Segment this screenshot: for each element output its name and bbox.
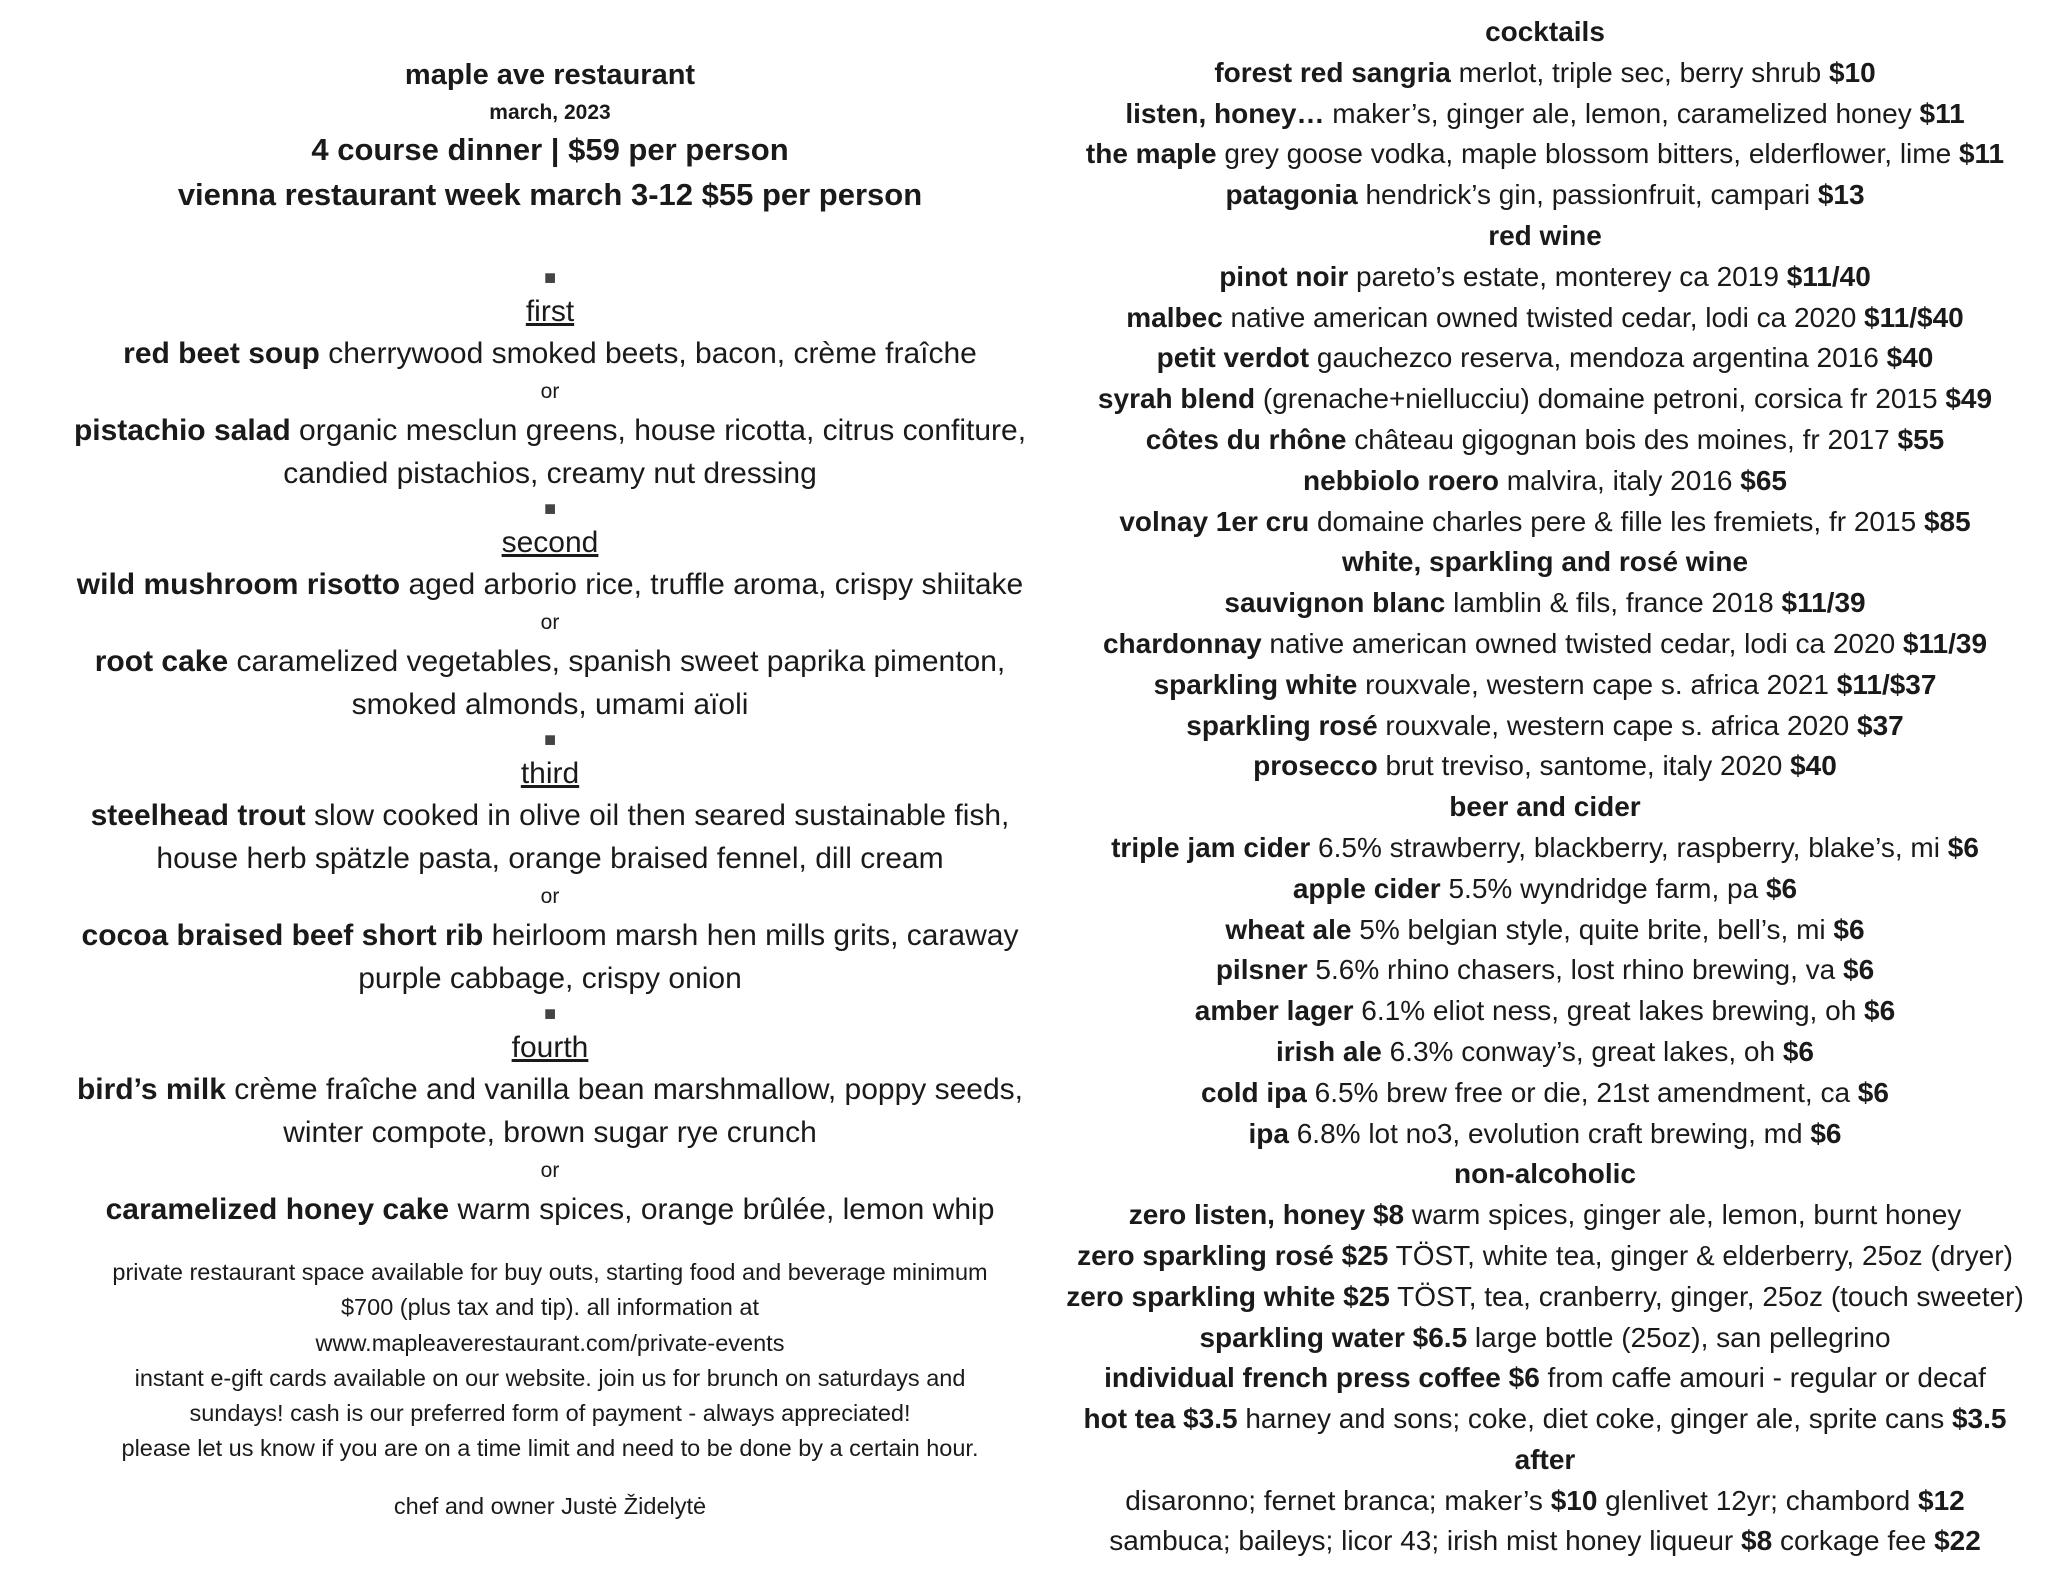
- drink-text: maker’s, ginger ale, lemon, caramelized honey: [1324, 97, 1920, 129]
- drink-text: 6.8% lot no3, evolution craft brewing, md: [1288, 1117, 1811, 1149]
- drink-item: [1050, 134, 2040, 175]
- drink-bold-text: amber lager: [1194, 995, 1354, 1027]
- dish-line: [60, 1068, 1040, 1111]
- drink-bold-text: hot tea $3.5: [1083, 1403, 1238, 1435]
- drink-bold-text: $12: [1918, 1484, 1965, 1516]
- drink-item: [1050, 94, 2040, 135]
- drink-item: [1050, 869, 2040, 910]
- or-separator: or: [540, 611, 560, 634]
- footer-line: www.mapleaverestaurant.com/private-events: [315, 1329, 785, 1356]
- drink-item: [1050, 950, 2040, 991]
- drink-text: (grenache+niellucciu) domaine petroni, corsica fr 2015: [1255, 383, 1946, 415]
- dish-name: pistachio salad: [73, 414, 291, 447]
- dish-description: candied pistachios, creamy nut dressing: [283, 457, 817, 490]
- drink-text: 5.6% rhino chasers, lost rhino brewing, va: [1307, 954, 1844, 986]
- drink-bold-text: $3.5: [1951, 1403, 2007, 1435]
- dish-description: purple cabbage, crispy onion: [358, 962, 742, 995]
- dish-line: [60, 563, 1040, 606]
- drink-bold-text: patagonia: [1225, 179, 1358, 211]
- drink-item: [1050, 1277, 2040, 1318]
- drink-text: gauchezco reserva, mendoza argentina 2016: [1309, 342, 1887, 374]
- drink-bold-text: sparkling rosé: [1186, 709, 1378, 741]
- dish-description: smoked almonds, umami aïoli: [351, 688, 749, 721]
- drink-bold-text: $40: [1886, 342, 1934, 374]
- course-heading: fourth: [511, 1031, 589, 1064]
- drink-text: warm spices, ginger ale, lemon, burnt honey: [1404, 1199, 1962, 1231]
- footer-line: private restaurant space available for buy outs, starting food and beverage minimum: [112, 1259, 988, 1285]
- drink-bold-text: ipa: [1248, 1117, 1289, 1149]
- drink-bold-text: $10: [1550, 1484, 1598, 1516]
- drink-text: from caffe amouri - regular or decaf: [1539, 1362, 1986, 1394]
- drink-bold-text: $11/$40: [1864, 301, 1964, 333]
- dish-description: organic mesclun greens, house ricotta, citrus confiture,: [290, 414, 1027, 447]
- footer-notes: [60, 1255, 1040, 1467]
- drink-bold-text: $11: [1958, 138, 2005, 170]
- drink-item: [1050, 1114, 2040, 1155]
- drink-item: [1050, 624, 2040, 665]
- restaurant-week-price: vienna restaurant week march 3-12 $55 per person: [177, 177, 923, 212]
- drink-bold-text: $6: [1765, 872, 1798, 904]
- dish-description: crème fraîche and vanilla bean marshmallow, poppy seeds,: [225, 1073, 1024, 1106]
- drink-item: [1050, 1073, 2040, 1114]
- drink-text: large bottle (25oz), san pellegrino: [1467, 1321, 1891, 1353]
- drink-item: [1050, 1481, 2040, 1522]
- course-list: [60, 264, 1040, 1231]
- drink-text: harney and sons; coke, diet coke, ginger ale, sprite cans: [1237, 1403, 1952, 1435]
- dish-description: heirloom marsh hen mills grits, caraway: [483, 919, 1019, 952]
- footer-line: instant e-gift cards available on our website. join us for brunch on saturdays and: [134, 1364, 966, 1391]
- dish-name: wild mushroom risotto: [76, 568, 401, 601]
- drink-text: 6.1% eliot ness, great lakes brewing, oh: [1353, 995, 1865, 1027]
- drink-item: [1050, 1399, 2040, 1440]
- drink-text: corkage fee: [1772, 1525, 1935, 1557]
- dish-line: [60, 794, 1040, 837]
- drink-bold-text: $13: [1817, 179, 1865, 211]
- drink-bold-text: $6: [1843, 954, 1875, 986]
- drink-bold-text: individual french press coffee $6: [1104, 1362, 1540, 1394]
- dish-line: [60, 683, 1040, 726]
- square-divider-icon: ■: [543, 729, 557, 751]
- drink-item: [1050, 706, 2040, 747]
- drink-text: château gigognan bois des moines, fr 2017: [1346, 423, 1898, 455]
- drink-bold-text: $6: [1833, 913, 1865, 945]
- dish-name: caramelized honey cake: [105, 1193, 450, 1226]
- drink-item: [1050, 1032, 2040, 1073]
- dish-line: [60, 640, 1040, 683]
- drink-bold-text: zero sparkling white $25: [1066, 1280, 1390, 1312]
- restaurant-name: maple ave restaurant: [404, 59, 696, 91]
- drink-bold-text: apple cider: [1292, 872, 1441, 904]
- drink-item: [1050, 53, 2040, 94]
- dish-description: house herb spätzle pasta, orange braised fennel, dill cream: [156, 842, 944, 875]
- drink-bold-text: $40: [1790, 750, 1837, 782]
- drink-item: [1050, 583, 2040, 624]
- drink-item: [1050, 1358, 2040, 1399]
- drink-item: [1050, 379, 2040, 420]
- drink-bold-text: sparkling white: [1153, 668, 1358, 700]
- dish-line: [60, 332, 1040, 375]
- drink-bold-text: $11/39: [1902, 627, 1988, 659]
- drink-bold-text: sparkling water $6.5: [1199, 1321, 1468, 1353]
- drink-bold-text: $85: [1923, 505, 1971, 537]
- drink-bold-text: petit verdot: [1156, 342, 1310, 374]
- drink-text: lamblin & fils, france 2018: [1445, 587, 1782, 619]
- drink-text: native american owned twisted cedar, lodi ca 2020: [1261, 627, 1903, 659]
- drink-text: TÖST, white tea, ginger & elderberry, 25oz (dryer): [1388, 1239, 2013, 1271]
- dish-line: [60, 1188, 1040, 1231]
- footer-line: please let us know if you are on a time limit and need to be done by a certain hour.: [121, 1435, 979, 1462]
- drink-bold-text: cold ipa: [1201, 1076, 1307, 1108]
- drink-bold-text: $6: [1864, 995, 1896, 1027]
- drink-item: [1050, 910, 2040, 951]
- menu-date: march, 2023: [489, 101, 611, 124]
- drink-bold-text: volnay 1er cru: [1119, 505, 1310, 537]
- drink-item: [1050, 991, 2040, 1032]
- dish-description: caramelized vegetables, spanish sweet paprika pimenton,: [228, 645, 1006, 678]
- drink-text: 6.5% strawberry, blackberry, raspberry, blake’s, mi: [1310, 831, 1948, 863]
- drink-text: 6.5% brew free or die, 21st amendment, ca: [1306, 1076, 1858, 1108]
- footer-line: sundays! cash is our preferred form of payment - always appreciated!: [189, 1400, 911, 1427]
- dish-line: [60, 837, 1040, 880]
- drink-item: [1050, 1236, 2040, 1277]
- drink-bold-text: $22: [1934, 1525, 1981, 1557]
- drink-bold-text: chardonnay: [1102, 627, 1262, 659]
- drink-bold-text: $10: [1828, 56, 1876, 88]
- dish-line: [60, 452, 1040, 495]
- dish-description: winter compote, brown sugar rye crunch: [283, 1116, 817, 1149]
- dish-description: aged arborio rice, truffle aroma, crispy shiitake: [400, 568, 1024, 601]
- drink-item: [1050, 298, 2040, 339]
- drink-text: disaronno; fernet branca; maker’s: [1125, 1484, 1551, 1516]
- course-heading: first: [525, 295, 575, 328]
- drink-bold-text: $49: [1945, 383, 1993, 415]
- drink-bold-text: prosecco: [1253, 750, 1378, 782]
- drink-bold-text: zero sparkling rosé $25: [1077, 1239, 1389, 1271]
- dish-description: cherrywood smoked beets, bacon, crème fraîche: [319, 337, 977, 370]
- drink-item: [1050, 420, 2040, 461]
- dish-line: [60, 914, 1040, 957]
- drink-bold-text: triple jam cider: [1111, 831, 1311, 863]
- drink-text: grey goose vodka, maple blossom bitters, elderflower, lime: [1216, 138, 1959, 170]
- drink-item: [1050, 665, 2040, 706]
- or-separator: or: [540, 885, 560, 908]
- dish-name: steelhead trout: [90, 799, 306, 832]
- dish-name: cocoa braised beef short rib: [81, 919, 484, 952]
- drink-bold-text: pinot noir: [1219, 260, 1349, 292]
- drink-text: malvira, italy 2016: [1499, 464, 1741, 496]
- drink-bold-text: listen, honey…: [1125, 97, 1325, 129]
- drink-text: 5% belgian style, quite brite, bell’s, mi: [1351, 913, 1834, 945]
- dish-line: [60, 1111, 1040, 1154]
- drink-bold-text: irish ale: [1275, 1035, 1382, 1067]
- dish-line: [60, 957, 1040, 1000]
- drink-bold-text: the maple: [1085, 138, 1217, 170]
- drinks-list: [1050, 12, 2040, 1562]
- drink-bold-text: $11: [1919, 97, 1965, 129]
- course-heading: second: [501, 526, 599, 559]
- dish-line: [60, 409, 1040, 452]
- drink-item: [1050, 1521, 2040, 1562]
- drinks-section-heading: red wine: [1488, 219, 1602, 251]
- course-heading: third: [520, 757, 580, 790]
- drink-text: glenlivet 12yr; chambord: [1597, 1484, 1919, 1516]
- drink-bold-text: sauvignon blanc: [1224, 587, 1446, 619]
- drink-bold-text: $11/39: [1781, 587, 1866, 619]
- drink-bold-text: wheat ale: [1225, 913, 1352, 945]
- drink-bold-text: $11/40: [1786, 260, 1871, 292]
- dish-name: bird’s milk: [76, 1073, 226, 1106]
- square-divider-icon: ■: [543, 1003, 557, 1025]
- drink-text: 5.5% wyndridge farm, pa: [1440, 872, 1766, 904]
- drink-bold-text: $37: [1857, 709, 1904, 741]
- drink-item: [1050, 175, 2040, 216]
- drinks-section-heading: after: [1514, 1443, 1576, 1475]
- drink-text: rouxvale, western cape s. africa 2021: [1357, 668, 1837, 700]
- square-divider-icon: ■: [543, 267, 557, 289]
- drink-bold-text: forest red sangria: [1214, 56, 1451, 88]
- drink-bold-text: $6: [1810, 1117, 1842, 1149]
- or-separator: or: [540, 1159, 560, 1182]
- or-separator: or: [540, 380, 560, 403]
- drinks-section-heading: non-alcoholic: [1454, 1158, 1636, 1190]
- drink-item: [1050, 746, 2040, 787]
- chef-credit: chef and owner Justė Židelytė: [393, 1493, 707, 1519]
- drink-bold-text: côtes du rhône: [1145, 423, 1347, 455]
- dish-description: warm spices, orange brûlée, lemon whip: [449, 1193, 995, 1226]
- drink-bold-text: $11/$37: [1836, 668, 1937, 700]
- drink-item: [1050, 828, 2040, 869]
- drink-text: TÖST, tea, cranberry, ginger, 25oz (touch sweeter): [1389, 1280, 2024, 1312]
- drink-bold-text: $65: [1740, 464, 1787, 496]
- drink-text: rouxvale, western cape s. africa 2020: [1377, 709, 1858, 741]
- drink-bold-text: nebbiolo roero: [1303, 464, 1500, 496]
- dish-description: slow cooked in olive oil then seared sustainable fish,: [305, 799, 1010, 832]
- drink-item: [1050, 1195, 2040, 1236]
- drink-item: [1050, 502, 2040, 543]
- drink-bold-text: malbec: [1126, 301, 1223, 333]
- drink-bold-text: $6: [1857, 1076, 1889, 1108]
- drink-bold-text: $6: [1782, 1035, 1815, 1067]
- drink-text: pareto’s estate, monterey ca 2019: [1348, 260, 1787, 292]
- drink-bold-text: syrah blend: [1097, 383, 1256, 415]
- dish-name: red beet soup: [123, 337, 320, 370]
- drink-text: sambuca; baileys; licor 43; irish mist honey liqueur: [1109, 1525, 1742, 1557]
- drink-text: 6.3% conway’s, great lakes, oh: [1381, 1035, 1783, 1067]
- dinner-price: 4 course dinner | $59 per person: [311, 132, 789, 167]
- drinks-section-heading: white, sparkling and rosé wine: [1341, 546, 1749, 578]
- drink-bold-text: $55: [1897, 423, 1945, 455]
- drink-bold-text: $6: [1947, 831, 1979, 863]
- drink-bold-text: $8: [1741, 1525, 1773, 1557]
- drink-item: [1050, 461, 2040, 502]
- drink-bold-text: zero listen, honey $8: [1128, 1199, 1405, 1231]
- footer-line: $700 (plus tax and tip). all information at: [340, 1294, 759, 1321]
- drink-text: hendrick’s gin, passionfruit, campari: [1357, 179, 1818, 211]
- drinks-section-heading: beer and cider: [1449, 791, 1641, 823]
- drink-bold-text: pilsner: [1215, 954, 1308, 986]
- drink-text: merlot, triple sec, berry shrub: [1450, 56, 1829, 88]
- drink-text: domaine charles pere & fille les fremiets, fr 2015: [1309, 505, 1924, 537]
- drink-item: [1050, 257, 2040, 298]
- square-divider-icon: ■: [543, 498, 557, 520]
- drinks-section-heading: cocktails: [1485, 16, 1605, 47]
- drink-text: brut treviso, santome, italy 2020: [1377, 750, 1791, 782]
- drink-text: native american owned twisted cedar, lodi ca 2020: [1222, 301, 1865, 333]
- drink-item: [1050, 338, 2040, 379]
- drink-item: [1050, 1318, 2040, 1359]
- dish-name: root cake: [94, 645, 229, 678]
